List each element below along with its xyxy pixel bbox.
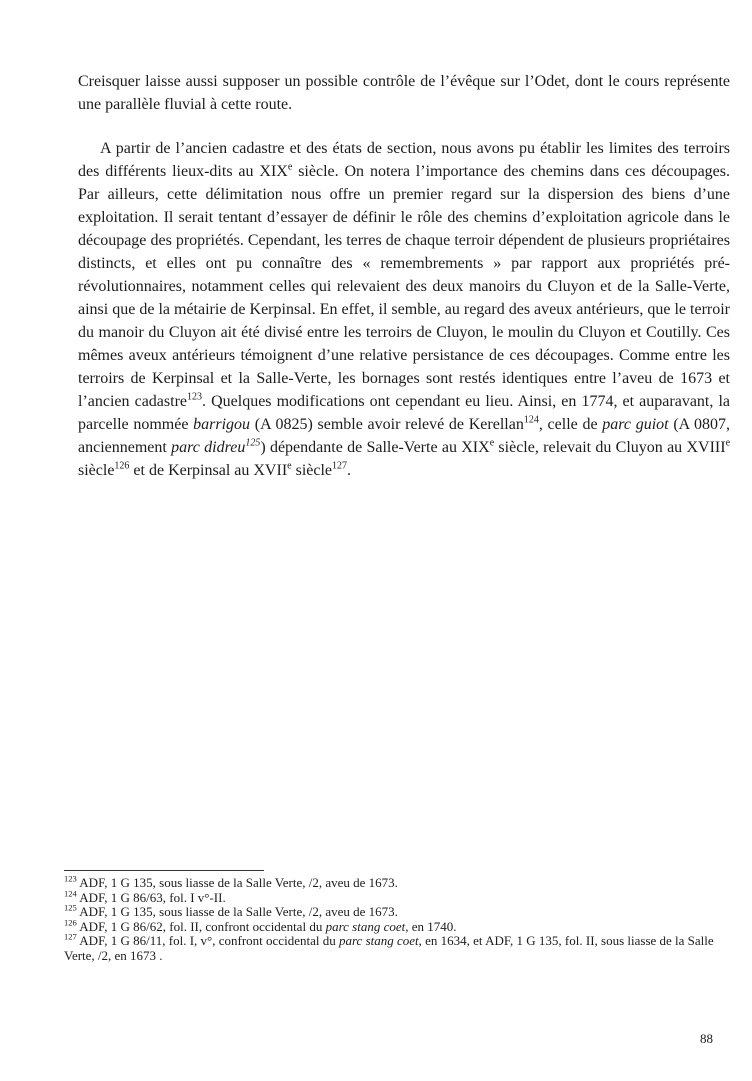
footnote-124 [64,888,732,906]
text-run: . [347,462,352,479]
footnote-text: ADF, 1 G 86/62, fol. II, confront occidental du [79,918,326,934]
footnote-125 [64,902,732,920]
footnote-123 [64,873,732,891]
footnote-text: ADF, 1 G 135, sous liasse de la Salle Verte, /2, aveu de 1673. [79,875,398,890]
italic-term: barrigou [193,416,251,433]
text-run: . Quelques modifications ont cependant eu lieu. Ainsi, en 1774, et auparavant, la parcelle nommée [78,393,730,433]
footnote-text: , en 1634, et ADF, 1 G 135, fol. II, sous liasse de la Salle Verte, /2, en 1673 . [64,933,714,963]
footnote-number: 127 [64,931,77,942]
italic-term: parc didreu [171,439,246,456]
text-run: siècle. On notera l’importance des chemins dans ces découpages. Par ailleurs, cette délimitation nous offre un premier regard sur la dispersion des biens d’une exploitation. Il serait tentant d’essayer de définir le rôle des chemins d’exploitation agricole dans le découpage des propriétés. Cependant, les terres de chaque terroir dépendent de plusieurs propriétaires distincts, et elles ont pu connaître des « remembrements » par rapport aux propriétés pré-révolutionnaires, notamment celles qui relevaient des deux manoirs du Cluyon et de la Salle-Verte, ainsi que de la métairie de Kerpinsal. En effet, il semble, au regard des aveux antérieurs, que le terroir du manoir du Cluyon ait été divisé entre les terroirs de Cluyon, le moulin du Cluyon et Coutilly. Ces mêmes aveux antérieurs témoignent d’une relative persistance de ces découpages. Comme entre les terroirs de Kerpinsal et la Salle-Verte, les bornages sont restés identiques entre l’aveu de 1673 et l’ancien cadastre [78,163,730,410]
paragraph-2-text [78,137,730,482]
text-run: , celle de [538,416,603,433]
footnote-text: ADF, 1 G 86/11, fol. I, v°, confront occidental du [79,933,339,948]
paragraph-1 [78,70,730,116]
paragraph-2 [78,137,730,482]
footnote-ref-124[interactable]: 124 [523,414,539,426]
footnote-ref-125[interactable] [245,438,260,449]
text-run: (A 0807, anciennement [78,416,731,456]
footnote-number: 124 [64,888,77,899]
text-run: A partir de l’ancien cadastre et des états de section, nous avons pu établir les limites des terroirs des différents lieux-dits au XIX [78,140,730,180]
footnote-127 [64,931,732,963]
footnote-italic: parc stang coet [338,933,419,948]
footnote-126 [64,917,732,935]
text-run: (A 0825) semble avoir relevé de Kerellan [250,416,524,433]
text-run: siècle [291,462,333,479]
text-run: et de Kerpinsal au XVII [129,462,288,479]
text-run: siècle, relevait du Cluyon au XVIII [494,439,726,456]
italic-term: parc guiot [602,416,669,433]
footnote-ref-127[interactable]: 127 [332,460,348,472]
footnote-text: ADF, 1 G 135, sous liasse de la Salle Verte, /2, aveu de 1673. [79,904,398,919]
footnote-text: , en 1740. [405,918,457,934]
footnotes [64,873,732,963]
footnote-italic: parc stang coet [325,918,406,934]
footnote-ref-125-label: 125 [245,437,261,449]
superscript: e [725,437,731,449]
footnote-ref-123[interactable]: 123 [187,391,203,403]
footnote-ref-126[interactable]: 126 [114,460,130,472]
footnote-number: 126 [64,917,77,928]
superscript: e [489,437,495,449]
text-run: siècle [78,462,115,479]
page-number: 88 [700,1031,713,1046]
footnote-number: 125 [64,902,77,913]
superscript: e [287,161,293,173]
footnote-number: 123 [64,873,77,884]
footnote-divider [64,870,264,871]
paragraph-1-text: Creisquer laisse aussi supposer un possible contrôle de l’évêque sur l’Odet, dont le cours représente une parallèle fluvial à cette route. [78,73,730,113]
superscript: e [287,460,292,472]
text-run: ) dépendante de Salle-Verte au XIX [260,439,490,456]
footnote-text: ADF, 1 G 86/63, fol. I v°-II. [79,889,226,905]
